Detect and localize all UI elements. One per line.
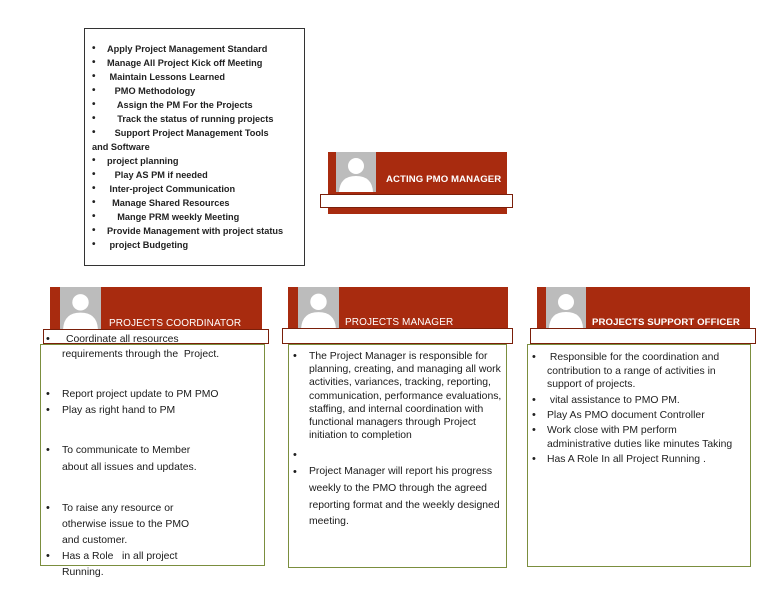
list-item: • Manage Shared Resources [107, 196, 304, 210]
list-item: • Apply Project Management Standard [107, 42, 304, 56]
list-item: • Has A Role In all Project Running . [547, 453, 741, 467]
list-item: • Responsible for the coordination and contribution to a range of activities in support of projects. [547, 351, 741, 392]
list-item: • To communicate to Member [62, 444, 190, 457]
list-item-continuation: otherwise issue to the PMO [62, 519, 190, 530]
list-item: • Maintain Lessons Learned [107, 70, 304, 84]
pmo-responsibilities-box [84, 28, 305, 266]
person-avatar-icon [546, 287, 586, 329]
list-item: • The Project Manager is responsible for planning, creating, and managing all work activities, variances, tracking, reporting, communication, performance evaluations, staffing, and internal coordination with functional managers through Project initiation to completion [309, 350, 505, 442]
list-item [309, 449, 505, 462]
list-item: • Play AS PM if needed [107, 168, 304, 182]
list-item: • Project Manager will report his progress weekly to the PMO through the agreed reporting format and the weekly designed meeting. [309, 464, 505, 530]
list-item: • Inter-project Communication [107, 182, 304, 196]
person-avatar-icon [60, 287, 101, 330]
list-item: • Has a Role in all project [62, 550, 178, 563]
acting-pmo-manager-base [328, 208, 507, 214]
list-item: • Work close with PM perform administrative duties like minutes Taking [547, 424, 741, 451]
projects-support-officer-bar [530, 328, 756, 344]
projects-manager-title: PROJECTS MANAGER [345, 317, 454, 328]
list-item: • Play As PMO document Controller [547, 409, 741, 423]
list-item-continuation: Running. [62, 567, 104, 578]
projects-manager-bar [282, 328, 513, 344]
list-item-continuation: and customer. [62, 535, 128, 546]
projects-support-officer-title: PROJECTS SUPPORT OFFICER [592, 317, 740, 328]
projects-manager-list [309, 350, 505, 531]
list-item: • project Budgeting [107, 238, 304, 252]
list-item: • Mange PRM weekly Meeting [107, 210, 304, 224]
list-item: • Assign the PM For the Projects [107, 98, 304, 112]
list-item: • Manage All Project Kick off Meeting [107, 56, 304, 70]
list-item-continuation: requirements through the Project. [62, 349, 220, 360]
acting-pmo-manager-title: ACTING PMO MANAGER [386, 174, 502, 185]
list-item: • Provide Management with project status [107, 224, 304, 238]
person-avatar-icon [298, 287, 339, 329]
list-item: • Report project update to PM PMO [62, 388, 219, 401]
list-item: • vital assistance to PMO PM. [547, 394, 741, 408]
list-item-continuation: about all issues and updates. [62, 462, 197, 473]
list-item: • PMO Methodology [107, 84, 304, 98]
projects-coordinator-title: PROJECTS COORDINATOR [109, 318, 242, 329]
projects-support-officer-list [547, 351, 741, 467]
person-avatar-icon [336, 152, 376, 192]
list-item: • Play as right hand to PM [62, 404, 175, 417]
list-item: • Support Project Management Tools [107, 126, 304, 140]
acting-pmo-manager-bar [320, 194, 513, 208]
list-item: • To raise any resource or [62, 502, 173, 515]
pmo-responsibilities-list [85, 29, 304, 252]
list-item: • project planning [107, 154, 304, 168]
list-item: • Coordinate all resources [66, 333, 179, 346]
list-item-continuation: and Software [92, 142, 150, 152]
list-item: • Track the status of running projects [107, 112, 304, 126]
